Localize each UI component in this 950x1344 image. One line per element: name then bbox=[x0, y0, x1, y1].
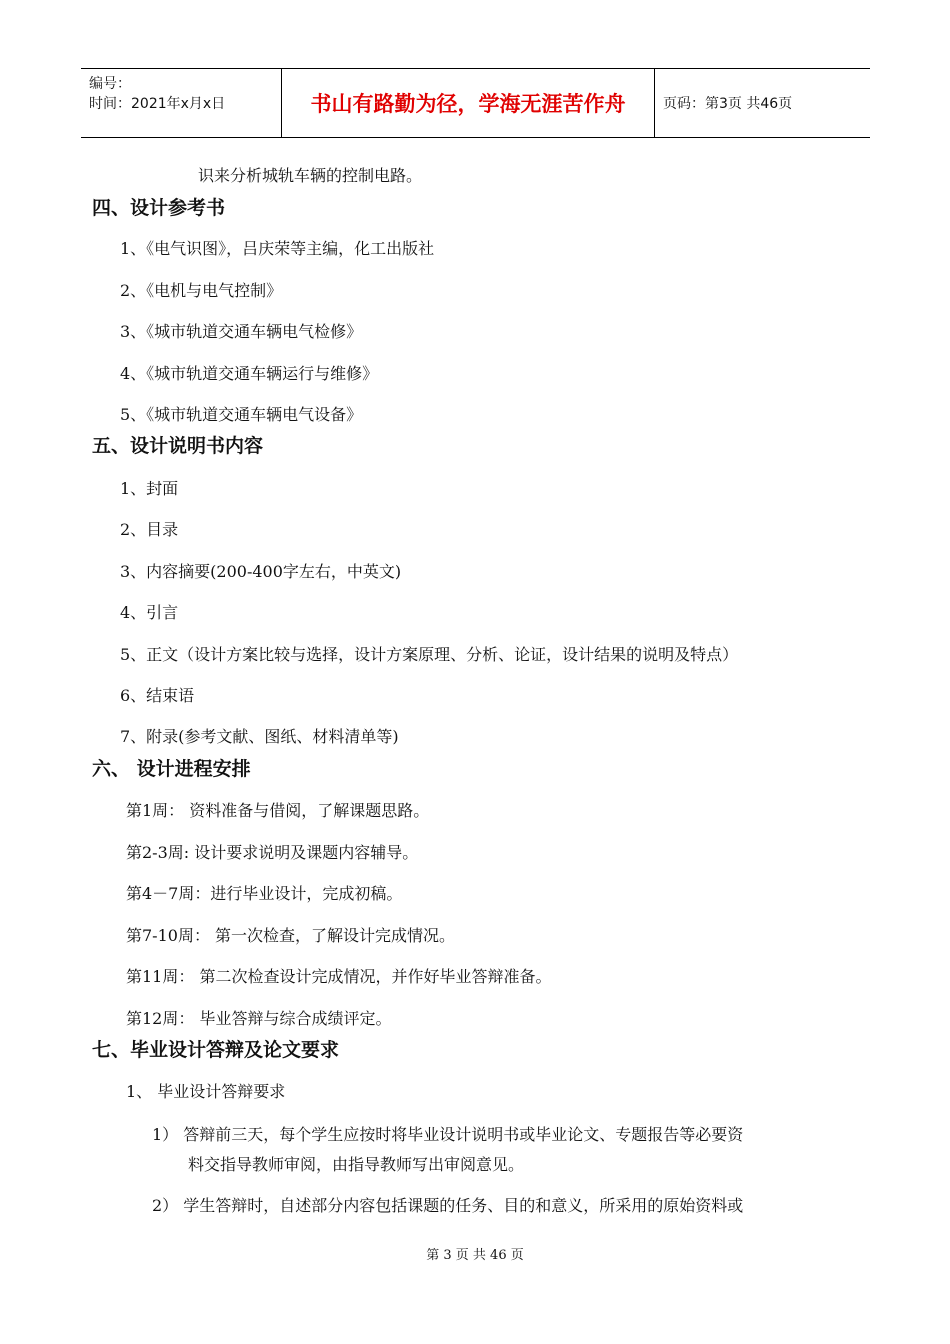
header-meta bbox=[81, 69, 281, 137]
doc-time-label: 时间：2021年x月x日 bbox=[89, 96, 226, 112]
content-item: 1、封面 bbox=[120, 479, 179, 498]
defense-item-continued: 料交指导教师审阅，由指导教师写出审阅意见。 bbox=[188, 1155, 525, 1174]
content-item: 2、目录 bbox=[120, 520, 179, 539]
page-header bbox=[81, 68, 870, 138]
schedule-item: 第4－7周：进行毕业设计，完成初稿。 bbox=[126, 884, 403, 903]
schedule-item: 第11周： 第二次检查设计完成情况，并作好毕业答辩准备。 bbox=[126, 967, 552, 986]
page-footer: 第 3 页 共 46 页 bbox=[426, 1248, 524, 1263]
schedule-item: 第7-10周： 第一次检查，了解设计完成情况。 bbox=[126, 926, 456, 945]
content-item: 5、正文（设计方案比较与选择，设计方案原理、分析、论证，设计结果的说明及特点） bbox=[120, 645, 739, 664]
defense-item: 2） 学生答辩时，自述部分内容包括课题的任务、目的和意义，所采用的原始资料或 bbox=[152, 1196, 744, 1215]
doc-number-label: 编号： bbox=[89, 76, 131, 92]
section-heading-4: 四、设计参考书 bbox=[92, 197, 226, 219]
section-heading-7: 七、毕业设计答辩及论文要求 bbox=[92, 1039, 340, 1061]
content-item: 7、附录(参考文献、图纸、材料清单等) bbox=[120, 727, 399, 746]
reference-item: 2、《电机与电气控制》 bbox=[120, 281, 283, 300]
reference-item: 3、《城市轨道交通车辆电气检修》 bbox=[120, 322, 363, 341]
reference-item: 1、《电气识图》，吕庆荣等主编，化工出版社 bbox=[120, 239, 435, 258]
content-item: 6、结束语 bbox=[120, 686, 195, 705]
section-heading-5: 五、设计说明书内容 bbox=[92, 435, 264, 457]
header-page-number: 页码：第3页 共46页 bbox=[663, 96, 793, 112]
section-heading-6: 六、 设计进程安排 bbox=[92, 758, 251, 780]
content-item: 3、内容摘要(200-400字左右，中英文) bbox=[120, 562, 402, 581]
content-item: 4、引言 bbox=[120, 603, 179, 622]
reference-item: 4、《城市轨道交通车辆运行与维修》 bbox=[120, 364, 379, 383]
schedule-item: 第1周： 资料准备与借阅，了解课题思路。 bbox=[126, 801, 430, 820]
reference-item: 5、《城市轨道交通车辆电气设备》 bbox=[120, 405, 363, 424]
header-motto: 书山有路勤为径，学海无涯苦作舟 bbox=[281, 69, 655, 137]
schedule-item: 第2-3周: 设计要求说明及课题内容辅导。 bbox=[126, 843, 419, 862]
schedule-item: 第12周： 毕业答辩与综合成绩评定。 bbox=[126, 1009, 392, 1028]
defense-item: 1） 答辩前三天，每个学生应按时将毕业设计说明书或毕业论文、专题报告等必要资 bbox=[152, 1125, 744, 1144]
defense-subheading: 1、 毕业设计答辩要求 bbox=[126, 1082, 286, 1101]
text-line: 识来分析城轨车辆的控制电路。 bbox=[198, 166, 423, 185]
